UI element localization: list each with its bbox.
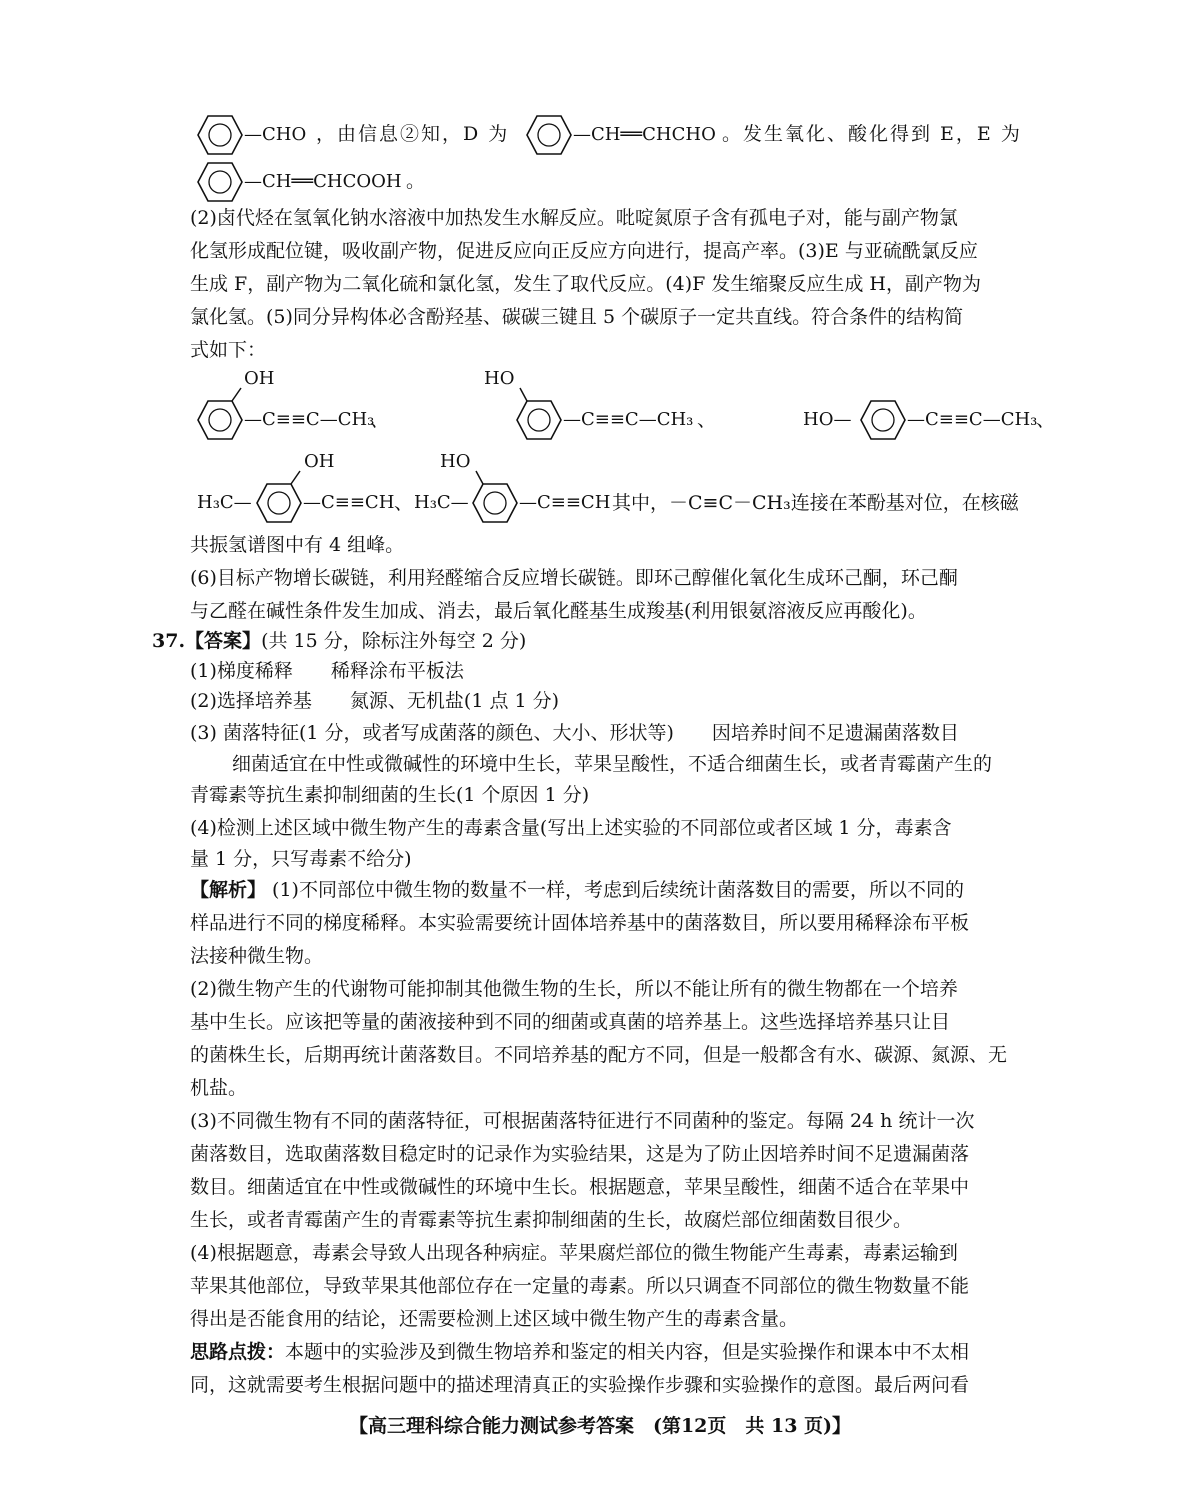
analysis-line: (4)根据题意，毒素会导致人出现各种病症。苹果腐烂部位的微生物能产生毒素，毒素运输到 [190, 1242, 958, 1264]
oh-label: OH [244, 368, 275, 389]
q37-score-note: (共 15 分，除标注外每空 2 分) [261, 630, 527, 652]
text-line: (6)目标产物增长碳链，利用羟醛缩合反应增长碳链。即环己醇催化氧化生成环己酮，环己酮 [190, 567, 958, 589]
benzene-ring-icon [256, 483, 302, 523]
text-line: 式如下： [190, 339, 267, 361]
separator: 、 [394, 492, 414, 514]
ethynyl-group: —C≡≡CH [303, 492, 395, 513]
answer-line: 青霉素等抗生素抑制细菌的生长(1 个原因 1 分) [190, 784, 590, 806]
q37-answer-label: 37.【答案】 [152, 630, 262, 652]
ho-label: HO [484, 368, 515, 389]
tip-line: 思路点拨：本题中的实验涉及到微生物培养和鉴定的相关内容，但是实验操作和课本中不太相 [190, 1341, 970, 1363]
benzene-ring-icon [860, 400, 906, 440]
text-line: 共振氢谱图中有 4 组峰。 [190, 534, 405, 556]
tip-line: 同，这就需要考生根据问题中的描述理清真正的实验操作步骤和实验操作的意图。最后两问看 [190, 1374, 970, 1396]
analysis-line: 基中生长。应该把等量的菌液接种到不同的细菌或真菌的培养基上。这些选择培养基只让目 [190, 1011, 951, 1033]
text-line: 与乙醛在碱性条件发生加成、消去，最后氧化醛基生成羧基(利用银氨溶液反应再酸化)。 [190, 600, 927, 622]
analysis-line: (3)不同微生物有不同的菌落特征，可根据菌落特征进行不同菌种的鉴定。每隔 24 h 统计一次 [190, 1110, 975, 1132]
benzene-ring-icon [472, 483, 518, 523]
benzene-ring-icon [516, 400, 562, 440]
separator: 、 [697, 409, 717, 431]
benzene-ring-icon [197, 162, 243, 202]
page-footer: 【高三理科综合能力测试参考答案 (第12页 共 13 页)】 [348, 1415, 852, 1437]
row1-text-1: ，由信息②知，D 为 [316, 123, 510, 145]
answer-line: (1)梯度稀释 稀释涂布平板法 [190, 660, 464, 682]
analysis-line: 菌落数目，选取菌落数目稳定时的记录作为实验结果，这是为了防止因培养时间不足遗漏菌落 [190, 1143, 970, 1165]
analysis-line: 苹果其他部位，导致苹果其他部位存在一定量的毒素。所以只调查不同部位的微生物数量不能 [190, 1275, 970, 1297]
oh-label: OH [304, 451, 335, 472]
answer-line: (2)选择培养基 氮源、无机盐(1 点 1 分) [190, 690, 560, 712]
analysis-line: (2)微生物产生的代谢物可能抑制其他微生物的生长，所以不能让所有的微生物都在一个培养 [190, 978, 958, 1000]
benzene-ring-icon [197, 115, 243, 155]
propynyl-chain: —C≡≡C—CH₃ [244, 409, 375, 430]
analysis-line: 样品进行不同的梯度稀释。本实验需要统计固体培养基中的菌落数目，所以要用稀释涂布平板 [190, 912, 970, 934]
analysis-line: 生长，或者青霉菌产生的青霉素等抗生素抑制细菌的生长，故腐烂部位细菌数目很少。 [190, 1209, 913, 1231]
answer-line: (4)检测上述区域中微生物产生的毒素含量(写出上述实验的不同部位或者区域 1 分，毒素含 [190, 817, 952, 839]
analysis-label: 【解析】 [190, 879, 267, 901]
answer-line: (3) 菌落特征(1 分，或者写成菌落的颜色、大小、形状等) 因培养时间不足遗漏菌落数目 [190, 722, 959, 744]
answer-line: 量 1 分，只写毒素不给分) [190, 848, 412, 870]
h3c-prefix: H₃C— [414, 492, 469, 513]
separator: 、 [370, 409, 390, 431]
isomer-note: 其中，－C≡C－CH₃连接在苯酚基对位，在核磁 [612, 492, 1019, 514]
analysis-line: 数目。细菌适宜在中性或微碱性的环境中生长。根据题意，苹果呈酸性，细菌不适合在苹果中 [190, 1176, 970, 1198]
analysis-line: 机盐。 [190, 1077, 248, 1099]
text-line: (2)卤代烃在氢氧化钠水溶液中加热发生水解反应。吡啶氮原子含有孤电子对，能与副产物氯 [190, 207, 958, 229]
cho-group: —CHO [244, 124, 307, 145]
text-line: 氯化氢。(5)同分异构体必含酚羟基、碳碳三键且 5 个碳原子一定共直线。符合条件的结构简 [190, 306, 964, 328]
analysis-line: 【解析】 (1)不同部位中微生物的数量不一样，考虑到后续统计菌落数目的需要，所以不同的 [190, 879, 964, 901]
row1-text-2: 。发生氧化、酸化得到 E，E 为 [722, 123, 1022, 145]
q37-heading [152, 626, 1012, 656]
text-line: 化氢形成配位键，吸收副产物，促进反应向正反应方向进行，提高产率。(3)E 与亚硫酰氯反应 [190, 240, 978, 262]
analysis-line: 的菌株生长，后期再统计菌落数目。不同培养基的配方不同，但是一般都含有水、碳源、氮源、无 [190, 1044, 1008, 1066]
separator: 、 [1036, 409, 1056, 431]
analysis-line: 得出是否能食用的结论，还需要检测上述区域中微生物产生的毒素含量。 [190, 1308, 799, 1330]
compound-e: —CH══CHCOOH [244, 171, 402, 192]
ethynyl-group: —C≡≡CH [519, 492, 611, 513]
text-line: 生成 F，副产物为二氧化硫和氯化氢，发生了取代反应。(4)F 发生缩聚反应生成 H，副产物为 [190, 273, 981, 295]
row2-end: 。 [406, 170, 426, 192]
benzene-ring-icon [197, 400, 243, 440]
compound-d: —CH══CHCHO [573, 124, 716, 145]
benzene-ring-icon [526, 115, 572, 155]
ho-prefix: HO— [803, 409, 852, 430]
answer-line: 细菌适宜在中性或微碱性的环境中生长，苹果呈酸性，不适合细菌生长，或者青霉菌产生的 [232, 753, 993, 775]
tip-label: 思路点拨： [190, 1341, 286, 1363]
ho-label: HO [440, 451, 471, 472]
propynyl-chain: —C≡≡C—CH₃ [907, 409, 1038, 430]
analysis-line: 法接种微生物。 [190, 945, 324, 967]
h3c-prefix: H₃C— [197, 492, 252, 513]
propynyl-chain: —C≡≡C—CH₃ [563, 409, 694, 430]
